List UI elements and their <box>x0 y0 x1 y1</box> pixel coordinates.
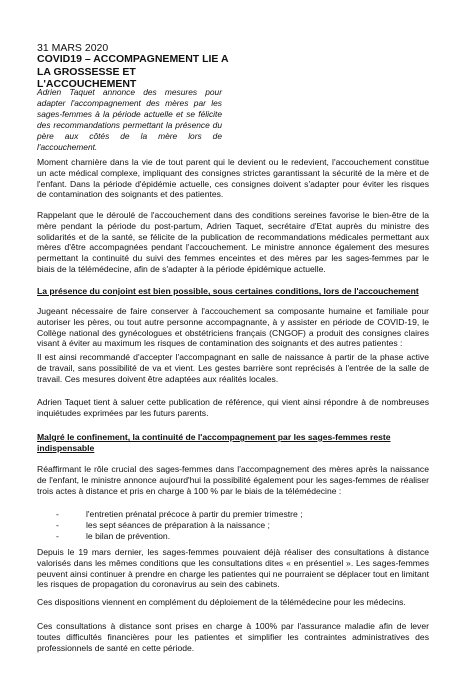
section-heading-2: Malgré le confinement, la continuité de l'accompagnement par les sages-femmes reste indispensable <box>37 432 391 453</box>
date-line: 31 MARS 2020 <box>37 42 109 54</box>
list-item: - l'entretien prénatal précoce à partir du premier trimestre ; <box>56 509 303 519</box>
list-item: - les sept séances de préparation à la naissance ; <box>56 519 270 530</box>
paragraph-2: Rappelant que le déroulé de l'accouchement dans des conditions sereines favorise le bien-être de la mère pendant la période du post-partum, Adrien Taquet, secrétaire d'Etat auprès du ministre des solidarités et de la santé, se félicite de la publication de recommandations médicales permettant aux mères d'être accompagnées pendant l'accouchement. Le ministre annonce également des mesures permettant la continuité du suivi des femmes enceintes et des mères par les sages-femmes par le biais de la télémédecine, afin de s'adapter à la période épidémique actuelle. <box>37 210 429 274</box>
paragraph-4: Il est ainsi recommandé d'accepter l'accompagnant en salle de naissance à partir de la phase active de travail, sans possibilité de va et vient. Les gestes barrière sont reprécisés à l'entrée de la salle de travail. Ces mesures doivent être adaptées aux réalités locales. <box>37 352 429 384</box>
paragraph-3: Jugeant nécessaire de faire conserver à l'accouchement sa composante humaine et familiale pour autoriser les pères, ou tout autre personne accompagnante, à y assister en période de COVID-19, le Collège national des gynécologues et obstétriciens français (CNGOF) a produit des consignes claires visant à éviter au maximum les risques de contamination des soignants et des autres patientes : <box>37 306 429 349</box>
paragraph-9: Ces consultations à distance sont prises en charge à 100% par l'assurance maladie afin de lever toutes difficultés financières pour les patientes et simplifier les contraintes administratives des professionnels de santé en cette période. <box>37 621 429 653</box>
paragraph-6: Réaffirmant le rôle crucial des sages-femmes dans l'accompagnement des mères après la naissance de l'enfant, le ministre annonce aujourd'hui la possibilité également pour les sages-femmes de réaliser trois actes à distance et pris en charge à 100 % par le biais de la télémédecine : <box>37 464 429 496</box>
paragraph-1: Moment charnière dans la vie de tout parent qui le devient ou le redevient, l'accouchement constitue un acte médical complexe, impliquant des consignes strictes garantissant la sécurité de la mère et de l'enfant. Dans la période d'épidémie actuelle, ces consignes doivent s'adapter pour éviter les risques de contamination des soignants et des patientes. <box>37 157 429 200</box>
intro-summary: Adrien Taquet annonce des mesures pour adapter l'accompagnement des mères par les sages-femmes à la période actuelle et se félicite des recommandations permettant la présence du père aux côtés de la mère lors de l'accouchement. <box>37 87 222 152</box>
prestations-list <box>56 509 303 541</box>
section-heading-1: La présence du conjoint est bien possible, sous certaines conditions, lors de l'accouchement <box>37 286 419 296</box>
paragraph-7: Depuis le 19 mars dernier, les sages-femmes pouvaient déjà réaliser des consultations à distance valorisés dans les mêmes conditions que les consultations dites « en présentiel ». Les sages-femmes peuvent ainsi continuer à prendre en charge les patientes qui ne pourraient se déplacer tout en limitant les risques de propagation du coronavirus au sein des cabinets. <box>37 547 429 590</box>
paragraph-8: Ces dispositions viennent en complément du déploiement de la télémédecine pour les médecins. <box>37 597 406 607</box>
list-item: - le bilan de prévention. <box>56 530 171 541</box>
paragraph-5: Adrien Taquet tient à saluer cette publication de référence, qui vient ainsi répondre à de nombreuses inquiétudes exprimées par les futurs parents. <box>37 397 429 418</box>
page-title: COVID19 – ACCOMPAGNEMENT LIE A LA GROSSESSE ET L'ACCOUCHEMENT <box>37 53 229 90</box>
